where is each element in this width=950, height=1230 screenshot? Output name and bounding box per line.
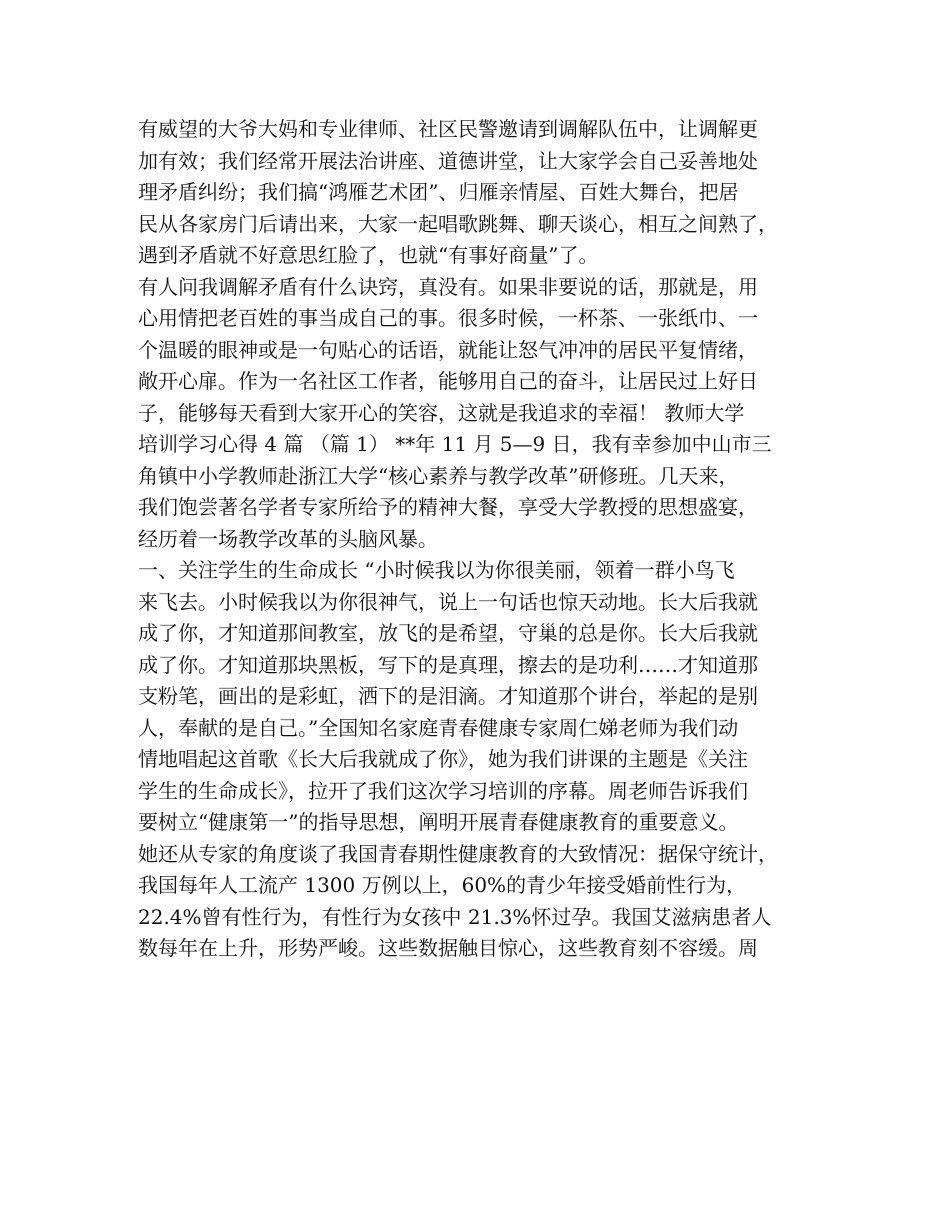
text-line: 培训学习心得 4 篇 （篇 1） **年 11 月 5—9 日，我有幸参加中山市三	[138, 432, 772, 456]
text-line: 角镇中小学教师赴浙江大学“核心素养与教学改革”研修班。几天来，	[138, 463, 739, 488]
text-line: 22.4%曾有性行为，有性行为女孩中 21.3%怀过孕。我国艾滋病患者人	[138, 904, 772, 929]
text-line: 经历着一场教学改革的头脑风暴。	[138, 526, 438, 551]
text-line: 理矛盾纠纷；我们搞“鸿雁艺术团”、归雁亲情屋、百姓大舞台，把居	[138, 180, 739, 204]
text-line: 学生的生命成长》，拉开了我们这次学习培训的序幕。周老师告诉我们	[138, 778, 748, 803]
text-line: 人，奉献的是自己。”全国知名家庭青春健康专家周仁娣老师为我们动	[138, 715, 739, 740]
text-line: 加有效；我们经常开展法治讲座、道德讲堂，让大家学会自己妥善地处	[138, 148, 758, 173]
text-line: 敞开心扉。作为一名社区工作者，能够用自己的奋斗，让居民过上好日	[138, 369, 758, 393]
text-line: 民从各家房门后请出来，大家一起唱歌跳舞、聊天谈心，相互之间熟了，	[138, 211, 778, 236]
text-line: 有人问我调解矛盾有什么诀窍，真没有。如果非要说的话，那就是，用	[138, 274, 758, 299]
text-line: 数每年在上升，形势严峻。这些数据触目惊心，这些教育刻不容缓。周	[138, 936, 758, 960]
text-line: 遇到矛盾就不好意思红脸了，也就“有事好商量”了。	[138, 243, 599, 267]
text-line: 我国每年人工流产 1300 万例以上，60%的青少年接受婚前性行为，	[138, 873, 747, 897]
text-line: 来飞去。小时候我以为你很神气，说上一句话也惊天动地。长大后我就	[138, 589, 758, 614]
text-line: 情地唱起这首歌《长大后我就成了你》，她为我们讲课的主题是《关注	[138, 747, 748, 771]
text-line: 支粉笔，画出的是彩虹，洒下的是泪滴。才知道那个讲台，举起的是别	[138, 684, 758, 708]
text-line: 我们饱尝著名学者专家所给予的精神大餐，享受大学教授的思想盛宴，	[138, 495, 758, 519]
text-line: 要树立“健康第一”的指导思想，阐明开展青春健康教育的重要意义。	[138, 810, 739, 834]
text-line: 一、关注学生的生命成长 “小时候我以为你很美丽，领着一群小鸟飞	[138, 558, 735, 582]
text-line: 成了你。才知道那块黑板，写下的是真理，擦去的是功利……才知道那	[138, 652, 758, 677]
text-line: 个温暖的眼神或是一句贴心的话语，就能让怒气冲冲的居民平复情绪，	[138, 337, 758, 362]
text-line: 成了你，才知道那间教室，放飞的是希望，守巢的总是你。长大后我就	[138, 621, 758, 645]
document-body	[138, 114, 818, 965]
text-line: 有威望的大爷大妈和专业律师、社区民警邀请到调解队伍中，让调解更	[138, 117, 758, 141]
text-line: 子，能够每天看到大家开心的笑容，这就是我追求的幸福！ 教师大学	[138, 400, 745, 425]
text-line: 她还从专家的角度谈了我国青春期性健康教育的大致情况：据保守统计，	[138, 841, 778, 866]
text-line: 心用情把老百姓的事当成自己的事。很多时候，一杯茶、一张纸巾、一	[138, 306, 758, 330]
